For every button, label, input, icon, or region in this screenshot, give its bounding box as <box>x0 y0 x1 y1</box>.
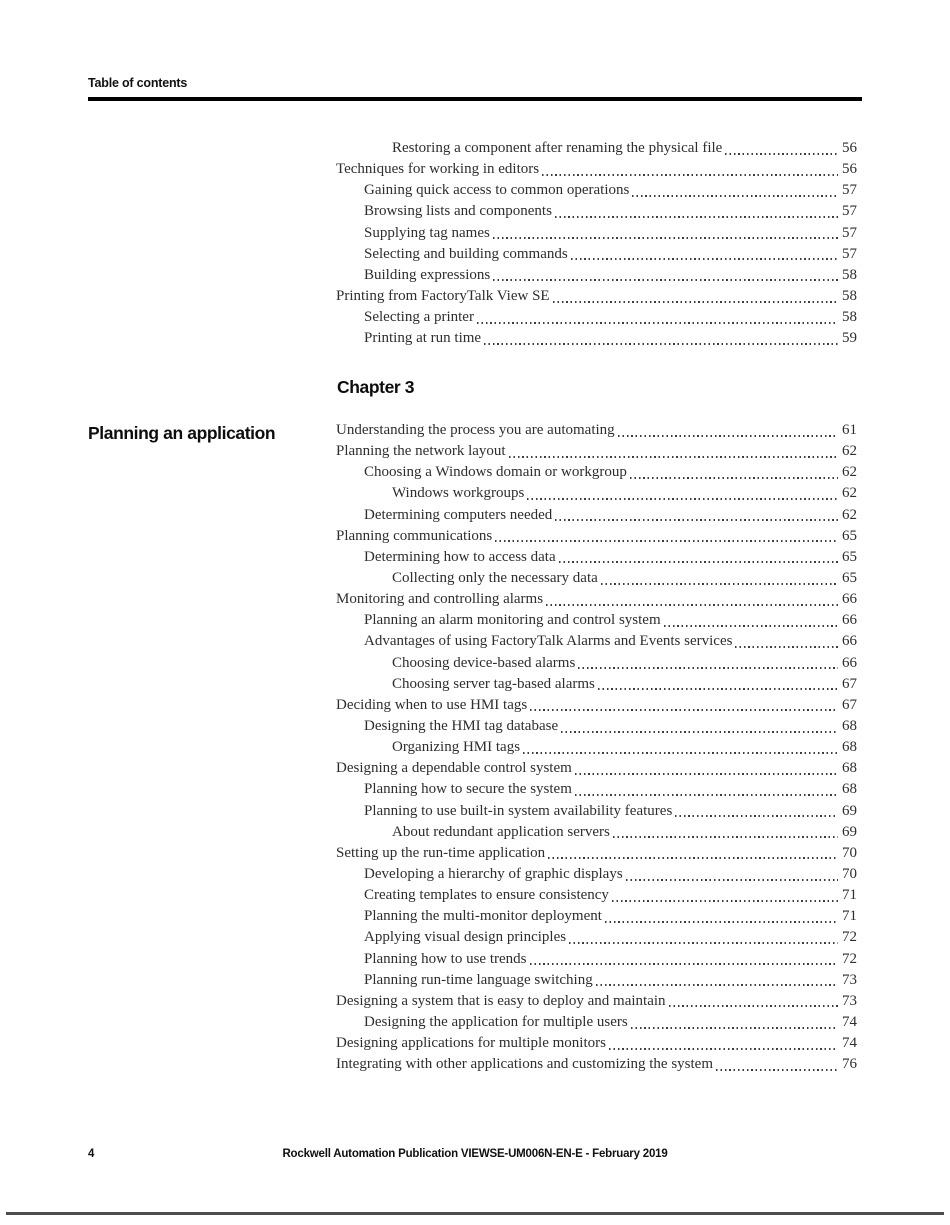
toc-entry-page: 62 <box>842 485 857 502</box>
toc-entry-title: Developing a hierarchy of graphic displays <box>364 865 623 882</box>
toc-entry-title: Choosing device-based alarms <box>392 654 576 671</box>
toc-leader-dots <box>493 237 838 239</box>
toc-entry-page: 61 <box>842 422 857 438</box>
toc-entry[interactable] <box>336 589 857 610</box>
toc-entry[interactable] <box>336 970 857 991</box>
toc-entry[interactable] <box>336 927 857 948</box>
toc-entry-page: 73 <box>842 992 857 1009</box>
toc-entry-title: Planning run-time language switching <box>364 971 593 988</box>
toc-entry[interactable] <box>336 201 857 222</box>
toc-leader-dots <box>664 625 838 627</box>
footer-page-number: 4 <box>88 1148 95 1160</box>
toc-entry[interactable] <box>336 1033 857 1054</box>
toc-entry-page: 66 <box>842 591 857 608</box>
chapter-margin-label: Planning an application <box>88 423 276 443</box>
toc-entry-title: Planning an alarm monitoring and control system <box>364 612 661 629</box>
page-bottom-edge <box>6 1212 944 1215</box>
toc-leader-dots <box>484 343 838 345</box>
toc-leader-dots <box>605 921 838 923</box>
toc-leader-dots <box>555 519 838 521</box>
toc-entry-title: Determining how to access data <box>364 548 556 565</box>
toc-entry-title: Designing applications for multiple monitors <box>336 1035 606 1052</box>
toc-leader-dots <box>530 963 839 965</box>
toc-entry-title: Windows workgroups <box>392 485 525 502</box>
toc-entry[interactable] <box>336 1054 857 1075</box>
toc-entry[interactable] <box>336 180 857 201</box>
toc-leader-dots <box>596 984 838 986</box>
toc-entry-page: 58 <box>842 309 857 326</box>
toc-entry-title: Understanding the process you are automating <box>336 422 615 438</box>
toc-leader-dots <box>618 435 838 437</box>
toc-entry[interactable] <box>336 223 857 244</box>
toc-entry[interactable] <box>336 307 857 328</box>
toc-entry[interactable] <box>336 610 857 631</box>
chapter-heading: Chapter 3 <box>337 377 415 397</box>
toc-entry-page: 62 <box>842 464 857 481</box>
toc-leader-dots <box>542 174 838 176</box>
toc-leader-dots <box>548 857 838 859</box>
toc-leader-dots <box>598 688 838 690</box>
toc-entry-page: 57 <box>842 203 857 220</box>
toc-entry-title: Printing from FactoryTalk View SE <box>336 287 550 304</box>
toc-entry-page: 67 <box>842 675 857 692</box>
toc-leader-dots <box>530 709 838 711</box>
toc-entry-page: 71 <box>842 908 857 925</box>
toc-entry-page: 73 <box>842 971 857 988</box>
toc-leader-dots <box>716 1069 838 1071</box>
toc-entry-title: Setting up the run-time application <box>336 844 546 861</box>
toc-entry[interactable] <box>336 547 857 568</box>
toc-entry-title: Organizing HMI tags <box>392 739 521 756</box>
toc-leader-dots <box>493 279 838 281</box>
toc-entry[interactable] <box>336 286 857 307</box>
toc-entry[interactable] <box>336 991 857 1012</box>
toc-entry-title: Integrating with other applications and customizing the system <box>336 1056 713 1073</box>
toc-entry[interactable] <box>336 462 857 483</box>
toc-entry[interactable] <box>336 328 857 349</box>
toc-entry-title: Restoring a component after renaming the physical file <box>392 140 723 156</box>
toc-entry-title: Designing a system that is easy to deploy and maintain <box>336 992 666 1009</box>
toc-entry[interactable] <box>336 674 857 695</box>
toc-entry-page: 71 <box>842 887 857 904</box>
toc-leader-dots <box>555 216 838 218</box>
toc-entry[interactable] <box>336 441 857 462</box>
toc-leader-dots <box>578 667 838 669</box>
toc-entry-title: Creating templates to ensure consistency <box>364 887 609 904</box>
toc-entry-title: Selecting and building commands <box>364 245 568 262</box>
toc-entry-page: 66 <box>842 612 857 629</box>
toc-entry[interactable] <box>336 631 857 652</box>
toc-entry-title: Browsing lists and components <box>364 203 552 220</box>
toc-entry-page: 72 <box>842 950 857 967</box>
toc-entry-page: 68 <box>842 717 857 734</box>
toc-entry[interactable] <box>336 568 857 589</box>
toc-entry[interactable] <box>336 244 857 265</box>
header-rule <box>88 97 862 101</box>
toc-leader-dots <box>509 456 838 458</box>
toc-leader-dots <box>561 731 838 733</box>
toc-entry-page: 56 <box>842 161 857 178</box>
toc-entry-title: Designing the HMI tag database <box>364 717 559 734</box>
toc-entry[interactable] <box>336 526 857 547</box>
toc-entry-page: 74 <box>842 1013 857 1030</box>
toc-leader-dots <box>546 604 838 606</box>
toc-entry-title: About redundant application servers <box>392 823 610 840</box>
toc-entry[interactable] <box>336 758 857 779</box>
toc-leader-dots <box>575 794 838 796</box>
toc-entry[interactable] <box>336 159 857 180</box>
toc-entry-page: 65 <box>842 527 857 544</box>
toc-leader-dots <box>613 836 838 838</box>
toc-leader-dots <box>675 815 838 817</box>
toc-block-chapter3 <box>336 420 857 1075</box>
toc-entry-page: 66 <box>842 633 857 650</box>
toc-entry-page: 70 <box>842 844 857 861</box>
toc-entry-page: 62 <box>842 443 857 460</box>
toc-entry-title: Deciding when to use HMI tags <box>336 696 528 713</box>
toc-leader-dots <box>632 195 838 197</box>
toc-leader-dots <box>725 153 838 155</box>
toc-entry-page: 74 <box>842 1035 857 1052</box>
toc-entry-title: Planning how to secure the system <box>364 781 572 798</box>
toc-entry-page: 58 <box>842 287 857 304</box>
toc-entry-title: Collecting only the necessary data <box>392 569 598 586</box>
toc-entry-page: 65 <box>842 548 857 565</box>
running-header-title: Table of contents <box>88 76 188 90</box>
toc-entry-page: 68 <box>842 781 857 798</box>
toc-entry-page: 57 <box>842 224 857 241</box>
toc-entry[interactable] <box>336 1012 857 1033</box>
toc-entry[interactable] <box>336 420 857 441</box>
toc-entry-title: Planning the network layout <box>336 443 506 460</box>
toc-entry[interactable] <box>336 505 857 526</box>
toc-entry[interactable] <box>336 843 857 864</box>
toc-leader-dots <box>523 752 838 754</box>
toc-leader-dots <box>559 561 838 563</box>
toc-entry-title: Supplying tag names <box>364 224 490 241</box>
toc-entry-title: Choosing server tag-based alarms <box>392 675 595 692</box>
toc-leader-dots <box>612 900 838 902</box>
toc-entry[interactable] <box>336 822 857 843</box>
toc-entry-title: Determining computers needed <box>364 506 553 523</box>
toc-entry[interactable] <box>336 801 857 822</box>
toc-block-chapter2-continued <box>336 138 857 349</box>
toc-leader-dots <box>601 583 838 585</box>
toc-entry-title: Gaining quick access to common operations <box>364 182 630 199</box>
toc-entry[interactable] <box>336 138 857 159</box>
toc-leader-dots <box>571 258 838 260</box>
toc-leader-dots <box>527 498 838 500</box>
toc-entry-title: Applying visual design principles <box>364 929 567 946</box>
toc-entry-page: 57 <box>842 182 857 199</box>
toc-entry-page: 59 <box>842 330 857 347</box>
toc-leader-dots <box>630 477 838 479</box>
toc-entry-page: 57 <box>842 245 857 262</box>
toc-entry[interactable] <box>336 949 857 970</box>
toc-leader-dots <box>631 1027 838 1029</box>
toc-entry[interactable] <box>336 885 857 906</box>
toc-entry[interactable] <box>336 653 857 674</box>
toc-entry-page: 76 <box>842 1056 857 1073</box>
toc-entry-title: Techniques for working in editors <box>336 161 540 178</box>
toc-entry-title: Printing at run time <box>364 330 482 347</box>
footer-publication-line: Rockwell Automation Publication VIEWSE-UM006N-EN-E - February 2019 <box>282 1148 668 1160</box>
toc-entry-page: 68 <box>842 760 857 777</box>
toc-entry-title: Monitoring and controlling alarms <box>336 591 544 608</box>
toc-entry-page: 69 <box>842 802 857 819</box>
toc-entry-title: Planning to use built-in system availability features <box>364 802 673 819</box>
toc-leader-dots <box>735 646 838 648</box>
toc-entry[interactable] <box>336 864 857 885</box>
toc-leader-dots <box>626 879 838 881</box>
toc-entry-page: 65 <box>842 569 857 586</box>
toc-leader-dots <box>569 942 838 944</box>
toc-entry-title: Planning the multi-monitor deployment <box>364 908 602 925</box>
toc-entry-page: 62 <box>842 506 857 523</box>
toc-entry[interactable] <box>336 483 857 504</box>
toc-entry-title: Advantages of using FactoryTalk Alarms and Events services <box>364 633 733 650</box>
toc-leader-dots <box>669 1005 838 1007</box>
toc-leader-dots <box>553 301 838 303</box>
toc-leader-dots <box>609 1048 838 1050</box>
toc-entry-page: 56 <box>842 140 857 156</box>
toc-entry-title: Planning how to use trends <box>364 950 527 967</box>
toc-entry-page: 69 <box>842 823 857 840</box>
toc-entry[interactable] <box>336 265 857 286</box>
toc-entry[interactable] <box>336 906 857 927</box>
toc-entry-page: 67 <box>842 696 857 713</box>
toc-entry[interactable] <box>336 695 857 716</box>
toc-entry-title: Designing a dependable control system <box>336 760 572 777</box>
toc-entry-title: Selecting a printer <box>364 309 474 326</box>
toc-entry[interactable] <box>336 779 857 800</box>
toc-entry-page: 70 <box>842 865 857 882</box>
toc-entry-title: Planning communications <box>336 527 493 544</box>
toc-entry-title: Designing the application for multiple users <box>364 1013 628 1030</box>
toc-entry[interactable] <box>336 716 857 737</box>
toc-entry[interactable] <box>336 737 857 758</box>
toc-entry-page: 66 <box>842 654 857 671</box>
toc-entry-page: 58 <box>842 266 857 283</box>
toc-leader-dots <box>575 773 838 775</box>
toc-entry-page: 72 <box>842 929 857 946</box>
toc-entry-title: Choosing a Windows domain or workgroup <box>364 464 627 481</box>
toc-leader-dots <box>495 540 838 542</box>
toc-leader-dots <box>477 322 838 324</box>
toc-entry-title: Building expressions <box>364 266 491 283</box>
toc-entry-page: 68 <box>842 739 857 756</box>
